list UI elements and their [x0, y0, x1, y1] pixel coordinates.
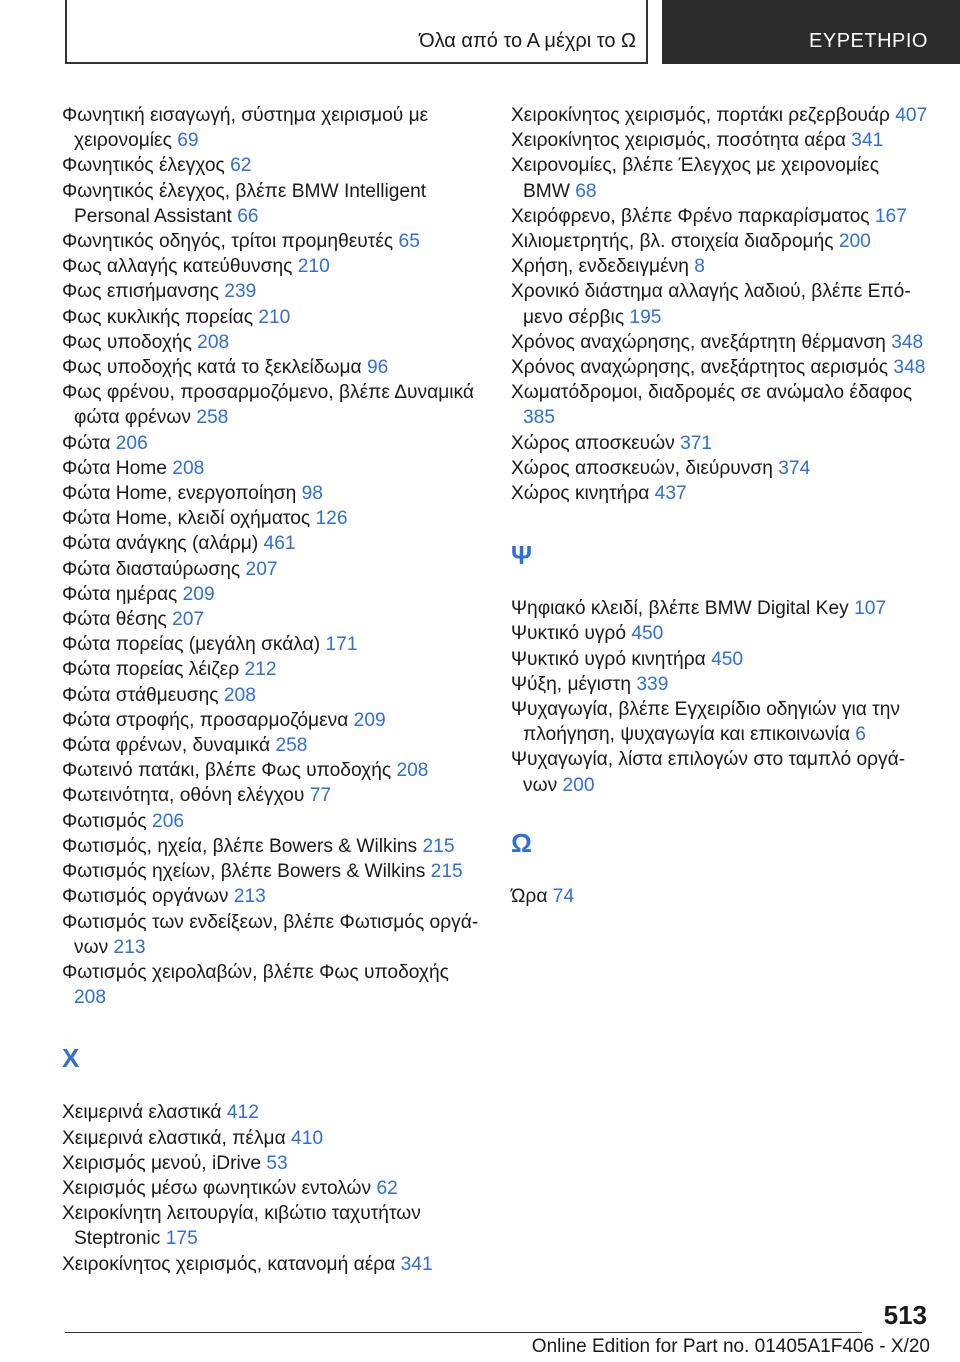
- index-entry-page-link[interactable]: 450: [631, 623, 664, 645]
- section-letter-omega: Ω: [511, 827, 532, 858]
- index-entry-page-link[interactable]: 175: [165, 1228, 198, 1250]
- index-entry: [62, 607, 482, 632]
- entry-list-phi: [62, 103, 482, 1010]
- index-entry: [62, 1126, 482, 1151]
- index-entry: [62, 733, 482, 758]
- index-entry-text: Ψύξη, μέγιστη: [511, 673, 632, 695]
- index-entry: [62, 582, 482, 607]
- index-entry-text: Ψυκτικό υγρό κινητήρα: [511, 648, 706, 670]
- index-entry-page-link[interactable]: 341: [851, 130, 884, 152]
- index-entry-page-link[interactable]: 107: [854, 598, 887, 620]
- index-entry-text: Φως κυκλικής πορείας: [62, 306, 253, 328]
- index-entry-text: Χωματόδρομοι, διαδρομές σε ανώμαλο έδαφος: [511, 382, 913, 404]
- index-entry: [62, 506, 482, 531]
- index-entry-text: Χρόνος αναχώρησης, ανεξάρτητος αερισμός: [511, 357, 889, 379]
- index-entry-text: Φως επισήμανσης: [62, 281, 219, 303]
- index-entry: [511, 481, 931, 506]
- index-entry: [62, 859, 482, 884]
- index-column-left: [62, 103, 482, 1277]
- index-entry-page-link[interactable]: 207: [245, 558, 278, 580]
- index-entry-text: Φωτισμός, ηχεία, βλέπε Bowers & Wilkins: [62, 835, 418, 857]
- index-entry-text: Χώρος αποσκευών, διεύρυνση: [511, 457, 773, 479]
- index-entry-text: Χειροκίνητος χειρισμός, κατανομή αέρα: [62, 1253, 396, 1275]
- index-entry: [62, 305, 482, 330]
- index-entry: [511, 330, 931, 355]
- header-chapter-title: Όλα από το Α μέχρι το Ω: [419, 30, 636, 52]
- index-entry-page-link[interactable]: 126: [315, 508, 348, 530]
- index-entry-page-link[interactable]: 239: [224, 281, 257, 303]
- index-entry: [62, 481, 482, 506]
- index-entry-page-link[interactable]: 209: [182, 583, 215, 605]
- index-entry-text: Χρόνος αναχώρησης, ανεξάρτητη θέρμανση: [511, 331, 886, 353]
- index-entry: [62, 380, 482, 430]
- index-entry: [62, 683, 482, 708]
- index-entry-text: Ψηφιακό κλειδί, βλέπε BMW Digital Key: [511, 598, 849, 620]
- index-entry-page-link[interactable]: 450: [711, 648, 744, 670]
- index-entry-text: Χειροκίνητος χειρισμός, ποσότητα αέρα: [511, 130, 846, 152]
- index-entry: [62, 809, 482, 834]
- index-entry: [62, 834, 482, 859]
- index-entry-page-link[interactable]: 207: [172, 609, 205, 631]
- index-entry-text: Φωνητικός οδηγός, τρίτοι προμηθευτές: [62, 231, 394, 253]
- index-entry-page-link[interactable]: 96: [366, 357, 389, 379]
- footer-divider: [65, 1332, 862, 1333]
- index-entry: [62, 330, 482, 355]
- index-entry-text: Φωνητική εισαγωγή, σύστημα χειρισμού με χειρονομίες: [62, 105, 429, 152]
- index-entry-text: Χιλιομετρητής, βλ. στοιχεία διαδρομής: [511, 231, 834, 253]
- index-entry-page-link[interactable]: 385: [523, 407, 556, 429]
- index-entry: [62, 279, 482, 304]
- index-entry: [62, 456, 482, 481]
- index-entry-page-link[interactable]: 348: [891, 331, 924, 353]
- index-entry-text: Φωνητικός έλεγχος: [62, 155, 225, 177]
- index-entry-text: Φώτα πορείας λέιζερ: [62, 659, 240, 681]
- index-entry-page-link[interactable]: 339: [636, 673, 669, 695]
- index-entry-text: Φώτα ανάγκης (αλάρμ): [62, 533, 259, 555]
- index-entry: [62, 884, 482, 909]
- index-entry: [62, 1252, 482, 1277]
- index-entry-page-link[interactable]: 195: [629, 306, 662, 328]
- header-chapter-tab: [65, 0, 648, 64]
- index-entry-page-link[interactable]: 208: [74, 987, 107, 1009]
- index-entry-text: Ψυχαγωγία, λίστα επιλογών στο ταμπλό οργάνων: [511, 749, 906, 796]
- index-entry: [62, 708, 482, 733]
- index-entry-page-link[interactable]: 77: [309, 785, 332, 807]
- index-entry-text: Φωτισμός των ενδείξεων, βλέπε Φωτισμός οργάνων: [62, 911, 479, 958]
- index-entry: [62, 783, 482, 808]
- index-entry: [511, 747, 931, 797]
- index-entry-text: Φως υποδοχής: [62, 331, 192, 353]
- entry-list-omega: [511, 884, 931, 909]
- index-entry: [62, 431, 482, 456]
- footer-edition: Online Edition for Part no. 01405A1F406 - X/20: [531, 1336, 930, 1357]
- index-entry-text: Χειρισμός μέσω φωνητικών εντολών: [62, 1177, 372, 1199]
- index-entry-page-link[interactable]: 209: [353, 709, 386, 731]
- page-number: 513: [883, 1300, 927, 1330]
- index-entry-text: Φωτισμός οργάνων: [62, 886, 229, 908]
- header-section-title: ΕΥΡΕΤΗΡΙΟ: [809, 30, 928, 52]
- index-entry-page-link[interactable]: 412: [226, 1102, 259, 1124]
- index-entry-page-link[interactable]: 68: [575, 180, 597, 202]
- index-entry: [511, 380, 931, 430]
- index-entry-page-link[interactable]: 213: [113, 936, 146, 958]
- index-entry: [62, 758, 482, 783]
- index-entry-page-link[interactable]: 206: [152, 810, 185, 832]
- index-entry: [511, 672, 931, 697]
- index-entry: [62, 531, 482, 556]
- index-entry-text: Φώτα Home, κλειδί οχήματος: [62, 508, 311, 530]
- index-entry-text: Χρήση, ενδεδειγμένη: [511, 256, 689, 278]
- section-letter-chi: Χ: [62, 1043, 80, 1074]
- index-column-right: [511, 103, 931, 909]
- index-entry-text: Χειρισμός μενού, iDrive: [62, 1152, 262, 1174]
- index-entry-text: Χειμερινά ελαστικά: [62, 1102, 222, 1124]
- index-entry-page-link[interactable]: 437: [654, 483, 687, 505]
- index-entry-page-link[interactable]: 65: [398, 231, 420, 253]
- index-entry-page-link[interactable]: 167: [874, 205, 907, 227]
- index-entry-page-link[interactable]: 348: [893, 357, 926, 379]
- index-entry-page-link[interactable]: 410: [291, 1127, 324, 1149]
- index-entry-text: Χειροκίνητος χειρισμός, πορτάκι ρεζερβουάρ: [511, 105, 890, 126]
- index-entry-page-link[interactable]: 69: [177, 130, 199, 152]
- index-entry-text: Φώτα πορείας (μεγάλη σκάλα): [62, 634, 321, 656]
- index-entry-page-link[interactable]: 374: [778, 457, 811, 479]
- index-entry-page-link[interactable]: 53: [266, 1152, 288, 1174]
- index-entry: [62, 910, 482, 960]
- header-section-tab[interactable]: [662, 0, 960, 64]
- index-entry: [511, 456, 931, 481]
- index-entry: [511, 229, 931, 254]
- index-entry: [511, 431, 931, 456]
- index-entry-page-link[interactable]: 210: [297, 256, 330, 278]
- index-entry: [62, 103, 482, 153]
- index-entry-text: Φωνητικός έλεγχος, βλέπε BMW Intelligent Personal Assistant: [62, 180, 427, 227]
- index-entry-text: Ώρα: [511, 885, 548, 907]
- index-entry-page-link[interactable]: 206: [115, 432, 148, 454]
- index-entry: [511, 103, 931, 128]
- section-letter-psi: Ψ: [511, 540, 533, 571]
- index-entry: [511, 204, 931, 229]
- index-entry-page-link[interactable]: 208: [223, 684, 256, 706]
- index-entry-page-link[interactable]: 371: [680, 432, 713, 454]
- index-entry-text: Χώρος κινητήρα: [511, 483, 650, 505]
- index-entry-text: Ψυκτικό υγρό: [511, 623, 626, 645]
- index-entry: [511, 153, 931, 203]
- index-entry: [62, 1176, 482, 1201]
- index-entry-page-link[interactable]: 208: [197, 331, 230, 353]
- index-entry-text: Φώτα ημέρας: [62, 583, 178, 605]
- index-entry: [62, 153, 482, 178]
- index-entry: [511, 697, 931, 747]
- index-entry: [62, 1201, 482, 1251]
- index-entry: [62, 632, 482, 657]
- index-entry-text: Φώτα: [62, 432, 111, 454]
- index-entry: [511, 596, 931, 621]
- index-entry-text: Χειροκίνητη λειτουργία, κιβώτιο ταχυτήτων Steptronic: [62, 1203, 421, 1250]
- index-entry-page-link[interactable]: 208: [172, 457, 205, 479]
- index-entry-text: Φώτα Home: [62, 457, 167, 479]
- index-entry-page-link[interactable]: 8: [694, 256, 705, 278]
- index-entry: [62, 229, 482, 254]
- index-entry-page-link[interactable]: 258: [275, 735, 308, 757]
- index-entry: [62, 1151, 482, 1176]
- index-entry-text: Φώτα στάθμευσης: [62, 684, 219, 706]
- index-entry-text: Φώτα φρένων, δυναμικά: [62, 735, 271, 757]
- index-entry-page-link[interactable]: 210: [258, 306, 291, 328]
- index-entry-text: Χρονικό διάστημα αλλαγής λαδιού, βλέπε Επόμενο σέρβις: [511, 281, 911, 328]
- index-entry: [511, 884, 931, 909]
- index-entry-page-link[interactable]: 215: [422, 835, 455, 857]
- index-entry: [511, 254, 931, 279]
- index-entry-text: Χειρόφρενο, βλέπε Φρένο παρκαρίσματος: [511, 205, 870, 227]
- index-entry-page-link[interactable]: 6: [855, 724, 866, 746]
- index-entry-text: Φωτεινό πατάκι, βλέπε Φως υποδοχής: [62, 760, 392, 782]
- index-entry-page-link[interactable]: 62: [376, 1177, 398, 1199]
- index-entry-page-link[interactable]: 171: [325, 634, 358, 656]
- index-entry-page-link[interactable]: 74: [552, 885, 575, 907]
- index-entry-page-link[interactable]: 213: [233, 886, 266, 908]
- index-entry-text: Ψυχαγωγία, βλέπε Εγχειρίδιο οδηγιών για την πλοήγηση, ψυχαγωγία και επικοινωνία: [511, 699, 900, 746]
- index-entry-page-link[interactable]: 200: [562, 774, 595, 796]
- index-entry: [511, 621, 931, 646]
- index-entry-page-link[interactable]: 215: [430, 861, 463, 883]
- index-entry-page-link[interactable]: 200: [838, 231, 871, 253]
- entry-list-chi: [62, 1100, 482, 1276]
- index-entry: [62, 960, 482, 1010]
- index-entry: [62, 557, 482, 582]
- index-entry: [511, 355, 931, 380]
- index-entry-text: Φωτεινότητα, οθόνη ελέγχου: [62, 785, 305, 807]
- index-entry-text: Φως αλλαγής κατεύθυνσης: [62, 256, 293, 278]
- index-entry: [511, 647, 931, 672]
- index-entry-text: Φώτα στροφής, προσαρμοζόμενα: [62, 709, 349, 731]
- index-entry-text: Χώρος αποσκευών: [511, 432, 675, 454]
- index-entry-text: Χειρονομίες, βλέπε Έλεγχος με χειρονομίες BMW: [511, 155, 879, 202]
- index-entry: [511, 128, 931, 153]
- index-entry-text: Φώτα θέσης: [62, 609, 167, 631]
- entry-list-chi-continued: [511, 103, 931, 506]
- index-entry: [62, 1100, 482, 1125]
- index-entry-page-link[interactable]: 62: [230, 155, 252, 177]
- index-entry: [62, 179, 482, 229]
- index-entry-text: Φωτισμός ηχείων, βλέπε Bowers & Wilkins: [62, 861, 426, 883]
- index-entry-page-link[interactable]: 208: [396, 760, 429, 782]
- index-entry-page-link[interactable]: 341: [400, 1253, 433, 1275]
- index-entry-text: Φωτισμός χειρολαβών, βλέπε Φως υποδοχής: [62, 961, 449, 983]
- index-entry-page-link[interactable]: 212: [244, 659, 277, 681]
- index-entry-text: Φώτα Home, ενεργοποίηση: [62, 483, 297, 505]
- index-entry-page-link[interactable]: 258: [196, 407, 229, 429]
- entry-list-psi: [511, 596, 931, 798]
- index-entry: [511, 279, 931, 329]
- index-entry-page-link[interactable]: 66: [237, 205, 259, 227]
- index-entry-text: Χειμερινά ελαστικά, πέλμα: [62, 1127, 286, 1149]
- index-entry: [62, 657, 482, 682]
- index-entry-page-link[interactable]: 407: [895, 105, 928, 126]
- index-entry: [62, 254, 482, 279]
- index-entry-text: Φως υποδοχής κατά το ξεκλείδωμα: [62, 357, 362, 379]
- index-entry: [62, 355, 482, 380]
- index-entry-page-link[interactable]: 98: [301, 483, 323, 505]
- index-entry-text: Φώτα διασταύρωσης: [62, 558, 241, 580]
- index-entry-text: Φως φρένου, προσαρμοζόμενο, βλέπε Δυναμικά φώτα φρένων: [62, 382, 474, 429]
- index-entry-page-link[interactable]: 461: [263, 533, 296, 555]
- index-entry-text: Φωτισμός: [62, 810, 147, 832]
